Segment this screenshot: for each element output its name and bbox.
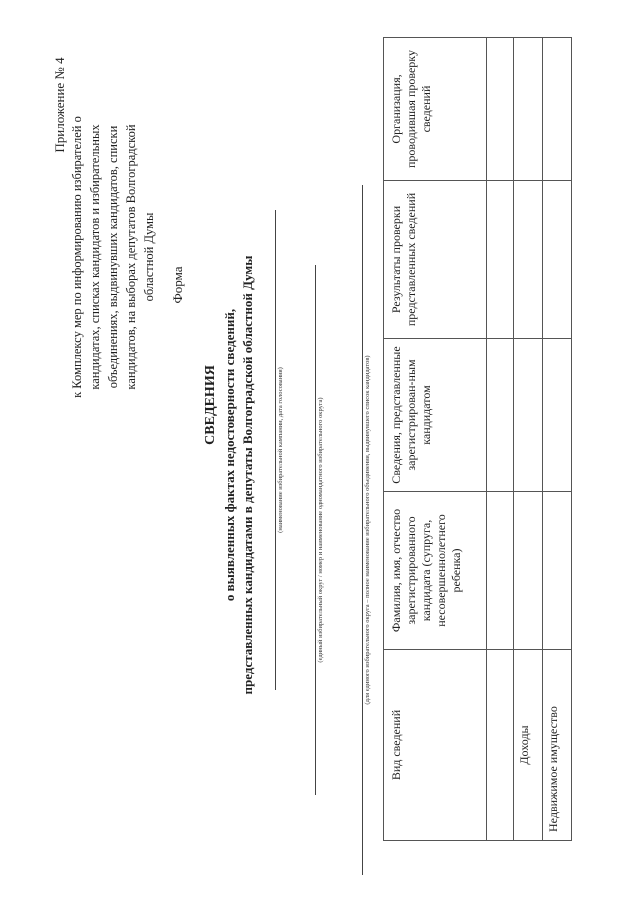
district-hint: (единый избирательный округ / номер и наименование одномандатного избирательного округа)	[317, 397, 324, 663]
table-header-row	[384, 38, 487, 841]
header-info-type: Вид сведений	[384, 650, 487, 841]
district-fill-line	[315, 265, 316, 795]
information-table	[383, 37, 572, 841]
document-title: СВЕДЕНИЯ	[203, 365, 218, 445]
candidate-list-fill-line	[362, 185, 363, 875]
row-real-estate: Недвижимое имущество	[543, 650, 572, 841]
campaign-hint: (наименование избирательной кампании, дата голосования)	[277, 367, 284, 533]
header-submitted-info: Сведения, представленные зарегистрирован-ным кандидатом	[384, 339, 487, 492]
table-row	[514, 38, 543, 841]
document-subtitle-line-1: о выявленных фактах недостоверности сведений,	[222, 308, 237, 602]
table-row	[543, 38, 572, 841]
header-candidate-name: Фамилия, имя, отчество зарегистрированного кандидата (супруга, несовершеннолетнего ребенка)	[384, 492, 487, 650]
candidate-list-hint: (для единого избирательного округа – полное наименование избирательного объединения, выдвинувшего список кандидатов)	[364, 355, 371, 705]
document-subtitle-line-2: представленных кандидатами в депутаты Волгоградской областной Думы	[240, 255, 255, 695]
campaign-fill-line	[275, 210, 276, 690]
header-checking-organization: Организация, проводившая проверку сведений	[384, 38, 487, 181]
form-label: Форма	[170, 266, 185, 304]
table-row	[487, 38, 514, 841]
appendix-title: Приложение № 4	[52, 57, 67, 153]
appendix-description: к Комплексу мер по информированию избирателей о кандидатах, списках кандидатов и избирательных объединениях, выдвинувших кандидатов, списки кандидатов, на выборах депутатов Волгоградской областной Думы	[70, 116, 156, 398]
row-income: Доходы	[514, 650, 543, 841]
header-check-results: Результаты проверки представленных сведений	[384, 181, 487, 339]
